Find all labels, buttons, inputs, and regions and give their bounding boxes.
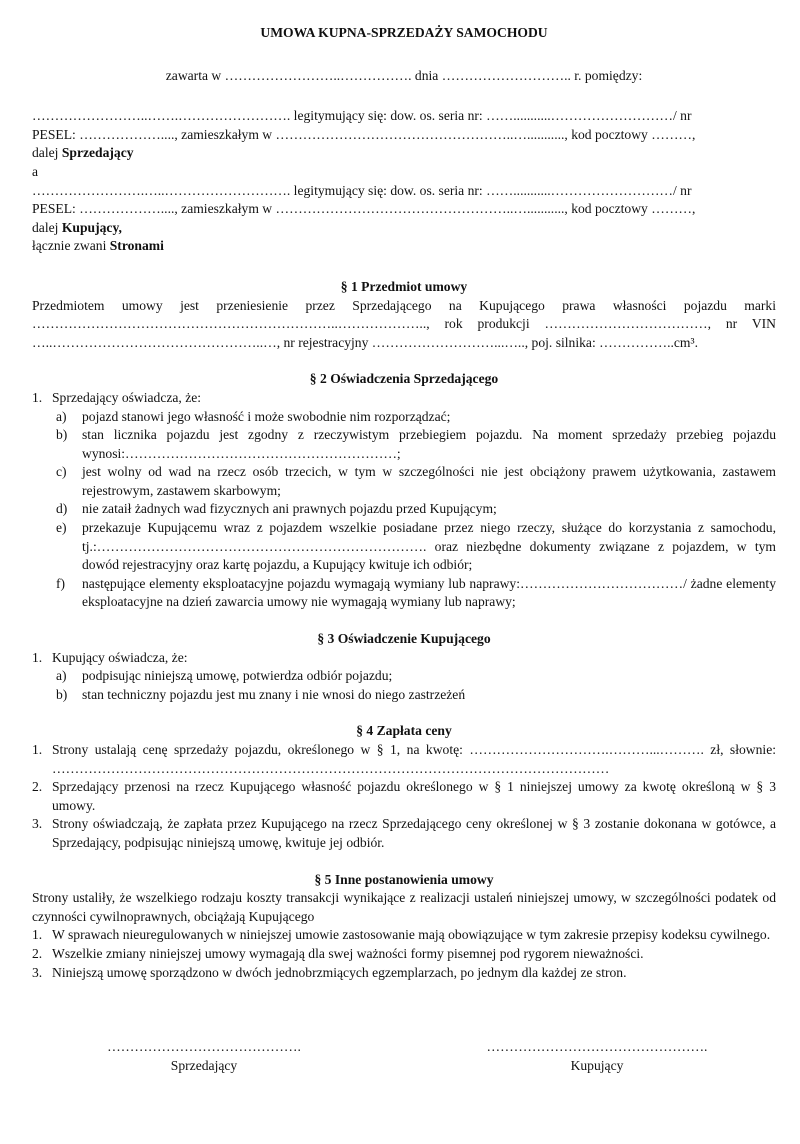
party-buyer [32,182,776,238]
section-4-item-1 [32,741,776,778]
item-letter: b) [56,686,68,702]
buyer-role: Kupujący, [61,219,122,235]
item-text: stan licznika pojazdu jest zgodny z rzeczywistym przebiegiem pojazdu. Na moment sprzedaży przebieg pojazdu wynosi:……………………………………………………; [82,427,776,461]
signature-line: ……………………………………. [107,1039,301,1054]
seller-role-line [32,144,776,163]
section-4-item-2 [32,778,776,815]
item-letter: f) [56,575,66,591]
section-1-text: Przedmiotem umowy jest przeniesienie przez Sprzedającego na Kupującego prawa własności pojazdu marki …………………………………………………………..……………….., rok produkcji ………………………………, nr VIN …..………………………………………..…, nr rejestracyjny ………………………...….., poj. silnika: ……………..cm³. [32,297,776,350]
item-text: Strony ustalają cenę sprzedaży pojazdu, określonego w § 1, na kwotę: ………………………….………...………. zł, słownie: …………………………………………………………………………………………………………… [52,742,776,776]
item-text: stan techniczny pojazdu jest mu znany i nie wnosi do niego zastrzeżeń [82,686,466,702]
item-number: 3. [32,816,43,832]
section-2-sub-b [32,426,776,463]
item-number: 1. [32,389,43,405]
section-3-item-1 [32,649,776,668]
item-letter: a) [56,668,67,684]
dalej-prefix: dalej [32,145,62,161]
item-letter: d) [56,501,68,517]
party-seller [32,107,776,163]
section-1-heading: § 1 Przedmiot umowy [340,278,468,294]
item-text: przekazuje Kupującemu wraz z pojazdem wszelkie posiadane przez niego rzeczy, służące do korzystania z samochodu, tj.:………………………………………………………………. oraz niezbędne dokumenty związane z pojazdem, w tym dowód rejestracyjny oraz kartę pojazdu, a Kupujący kwituje ich odbiór; [82,520,776,573]
section-5-item-3 [32,964,776,983]
section-5-intro: Strony ustaliły, że wszelkiego rodzaju koszty transakcji wynikające z realizacji ustaleń niniejszej umowy, w szczególności podatek od czynności cywilnoprawnych, obciążają Kupującego [32,890,776,924]
buyer-role-line [32,219,776,238]
item-letter: c) [56,464,67,480]
jointly-term: Stronami [109,238,164,254]
signature-label: Kupujący [570,1057,624,1073]
item-text: Niniejszą umowę sporządzono w dwóch jednobrzmiących egzemplarzach, po jednym dla każdej ze stron. [52,964,627,980]
seller-pesel-line: PESEL: ………………...., zamieszkałym w ……………………………………………..…..........., kod pocztowy ………, [32,126,696,142]
jointly-line [32,237,776,256]
item-text: Sprzedający oświadcza, że: [52,389,202,405]
section-2-sub-e [32,519,776,575]
seller-role: Sprzedający [61,145,134,161]
section-2-item-1 [32,389,776,408]
document-title: UMOWA KUPNA-SPRZEDAŻY SAMOCHODU [260,25,548,40]
item-text: W sprawach nieuregulowanych w niniejszej umowie zastosowanie mają obowiązujące w tym zakresie przepisy kodeksu cywilnego. [52,927,771,943]
item-letter: b) [56,427,68,443]
section-5-item-1 [32,926,776,945]
item-number: 2. [32,945,43,961]
section-2-sub-d [32,500,776,519]
signature-line: …………………………………………. [486,1039,708,1054]
item-number: 2. [32,779,43,795]
section-4-item-3 [32,815,776,852]
buyer-id-line: …………………….…..………………………. legitymujący się: dow. os. seria nr: ……...........………………………/ nr [32,182,692,198]
item-text: jest wolny od wad na rzecz osób trzecich, w tym w szczególności nie jest obciążony prawem użytkowania, zastawem rejestrowym, zastawem skarbowym; [82,464,776,498]
item-letter: a) [56,408,67,424]
item-letter: e) [56,520,67,536]
signature-label: Sprzedający [170,1057,238,1073]
item-number: 1. [32,742,43,757]
section-3-heading: § 3 Oświadczenie Kupującego [317,631,491,647]
section-3-sub-b [32,686,776,705]
item-number: 1. [32,649,43,665]
item-text: podpisując niniejszą umowę, potwierdza odbiór pojazdu; [82,668,393,684]
section-5-item-2 [32,945,776,964]
jointly-prefix: łącznie zwani [32,238,110,254]
section-3-sub-a [32,667,776,686]
item-text: Strony oświadczają, że zapłata przez Kupującego na rzecz Sprzedającego ceny określonej w § 3 zostanie dokonana w gotówce, a Sprzedający, podpisując niniejszą umowę, kwituje jej odbiór. [52,816,776,850]
section-4-heading: § 4 Zapłata ceny [356,723,452,739]
item-text: następujące elementy eksploatacyjne pojazdu wymagają wymiany lub naprawy:………………………………/ żadne elementy eksploatacyjne na dzień zawarcia umowy nie wymagają wymiany lub naprawy; [82,575,776,610]
item-text: Sprzedający przenosi na rzecz Kupującego własność pojazdu określonego w § 1 niniejszej umowy za kwotę określoną w § 3 umowy. [52,779,776,813]
signature-buyer [472,1038,722,1075]
section-2-sub-f [32,575,776,612]
intro-line: zawarta w ……………………..……………. dnia ……………………….. r. pomiędzy: [165,67,643,83]
dalej-prefix: dalej [32,219,62,235]
section-2-sub-c [32,463,776,500]
item-text: nie zataił żadnych wad fizycznych ani prawnych pojazdu przed Kupującym; [82,501,497,517]
item-number: 3. [32,964,43,980]
item-number: 1. [32,927,43,943]
section-2-sub-a [32,408,776,427]
item-text: pojazd stanowi jego własność i może swobodnie nim rozporządzać; [82,408,451,424]
conjunction-a: a [32,163,39,179]
buyer-pesel-line: PESEL: ………………...., zamieszkałym w ……………………………………………..…..........., kod pocztowy ………, [32,201,696,217]
seller-id-line: ……………………..…….……………………. legitymujący się: dow. os. seria nr: ……...........………………………/ nr [32,108,692,124]
section-2-heading: § 2 Oświadczenia Sprzedającego [309,371,499,387]
section-5-heading: § 5 Inne postanowienia umowy [314,871,494,887]
item-text: Kupujący oświadcza, że: [52,649,188,665]
signature-seller [84,1038,324,1075]
item-text: Wszelkie zmiany niniejszej umowy wymagają dla swej ważności formy pisemnej pod rygorem nieważności. [52,945,644,961]
